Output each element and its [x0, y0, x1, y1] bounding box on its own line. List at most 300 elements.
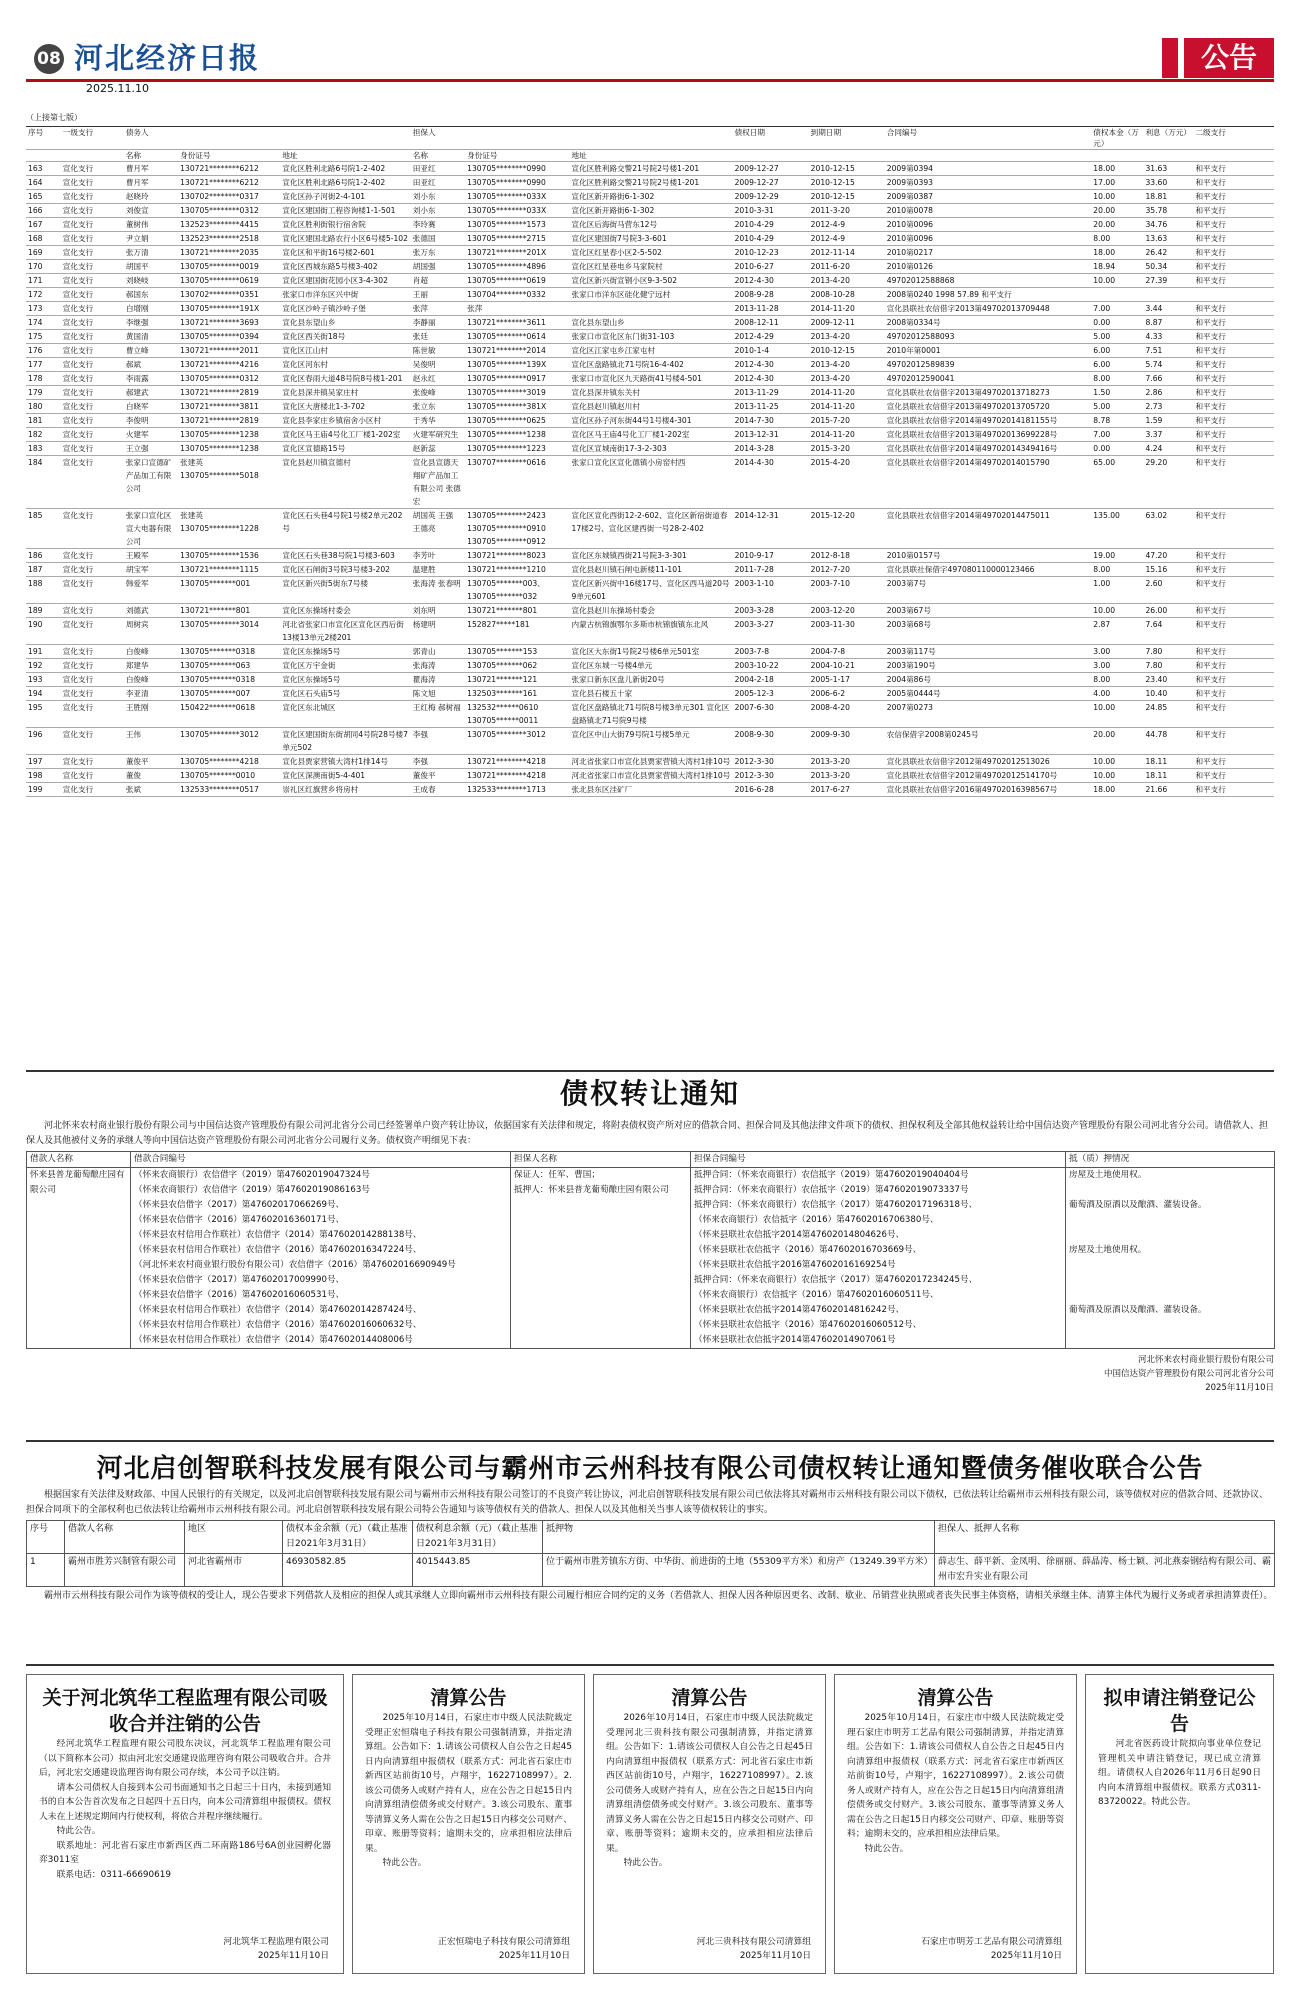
table-cell: 宣化区东城一号楼4单元 [570, 659, 733, 673]
table-cell: 瞿海涛 [411, 673, 465, 687]
table-cell: 2010-1-4 [733, 344, 809, 358]
table-cell: 130721********1115 [178, 563, 280, 577]
table-cell: 和平支行 [1193, 190, 1274, 204]
table-cell: 宣化支行 [61, 728, 124, 755]
table-cell: 2008-9-30 [733, 728, 809, 755]
gcontract-line: 抵押合同：（怀来农商银行）农信抵字（2017）第47602017196318号、 [694, 1200, 978, 1210]
table-cell: 132503*******161 [465, 687, 569, 701]
table-cell: 4.24 [1143, 442, 1193, 456]
loan-line: （怀来农商银行）农信借字（2019）第47602019047324号 [134, 1170, 370, 1180]
table-cell: 163 [26, 162, 61, 176]
table-subheader: 身份证号 [178, 150, 280, 162]
table-cell: 郝国东 [124, 288, 178, 302]
table-cell: 宣化区石头庙5号 [280, 687, 410, 701]
table-subheader [61, 150, 124, 162]
table-header: 债权本金余额（元）（截止基准日2021年3月31日） [283, 1521, 413, 1554]
table-cell: 1.59 [1143, 414, 1193, 428]
pledge-line [1069, 1183, 1271, 1198]
table-cell: 郭青山 [411, 645, 465, 659]
table-cell: 0.00 [1091, 442, 1143, 456]
table-cell: 130705********381X [465, 400, 569, 414]
table-cell: 张家口市洋东区硅化健宁远村 [570, 288, 733, 302]
table-cell: 7.00 [1091, 302, 1143, 316]
table-cell: 2003-12-20 [809, 604, 885, 618]
table-cell: 黄国清 [124, 330, 178, 344]
table-cell: 130705********2715 [465, 232, 569, 246]
table-cell: 宣化支行 [61, 783, 124, 797]
table-cell: 2013-11-29 [733, 386, 809, 400]
table-header: 序号 [26, 127, 61, 150]
table-cell: 2012-7-20 [809, 563, 885, 577]
table-cell: 2012-4-9 [809, 218, 885, 232]
table-cell: 宣化区盘路镇北71号院8号楼3单元301 宣化区盘路镇北71号院9号楼 [570, 701, 733, 728]
table-cell: 194 [26, 687, 61, 701]
gcontract-line: （怀来县联社农信抵字2014第47602014804626号、 [694, 1230, 905, 1240]
table-cell: 130721********4218 [465, 769, 569, 783]
table-cell: 2015-12-20 [809, 509, 885, 549]
table-cell: 宣化支行 [61, 204, 124, 218]
table-cell: 130705*******0318 [178, 645, 280, 659]
table-cell: 张海涛 [411, 659, 465, 673]
table-cell: 肖超 [411, 274, 465, 288]
pledge-line [1069, 1213, 1271, 1228]
table-cell: 火建军 [124, 428, 178, 442]
table-cell: 2008第0240 1998 57.89 和平支行 [885, 288, 1092, 302]
table-cell: 2010-12-15 [809, 176, 885, 190]
table-cell: 17.00 [1091, 176, 1143, 190]
table-cell: 10.00 [1091, 755, 1143, 769]
table-cell: 2009-9-30 [809, 728, 885, 755]
loan-line: （河北怀来农村商业银行股份有限公司）农信借字（2016）第47602016690949号 [134, 1260, 456, 1270]
table-cell: 2010第0126 [885, 260, 1092, 274]
table-cell: 130705*******0318 [178, 673, 280, 687]
table-cell: 张德国 [411, 232, 465, 246]
table-subheader: 名称 [124, 150, 178, 162]
box-signature [438, 1935, 570, 1963]
table-cell: 130705********0625 [465, 414, 569, 428]
table-cell: 6.00 [1091, 344, 1143, 358]
table-cell: 宣化区东操场村委会 [280, 604, 410, 618]
table-cell: 49702012590041 [885, 372, 1092, 386]
table-cell: 2013-11-28 [733, 302, 809, 316]
table-cell: 杨建明 [411, 618, 465, 645]
table-cell: 宣化县石楼五十家 [570, 687, 733, 701]
table-cell: 130705********2423 130705********0910 130705********0912 [465, 509, 569, 549]
table-cell: 2003-7-8 [733, 645, 809, 659]
table-cell: 5.00 [1091, 400, 1143, 414]
table-cell: 130705*******003、130705*******032 [465, 577, 569, 604]
table-header: 合同编号 [885, 127, 1092, 150]
table-header: 借款人名称 [65, 1521, 185, 1554]
table-cell: 于秀华 [411, 414, 465, 428]
table-cell: 167 [26, 218, 61, 232]
gcontract-line: 抵押合同：（怀来农商银行）农信抵字（2019）第47602019040404号 [694, 1170, 969, 1180]
table-cell: 和平支行 [1193, 673, 1274, 687]
table-row [26, 509, 1274, 549]
table-cell: 宣化支行 [61, 344, 124, 358]
table-cell: 宣化区新兴街宣钢小区9-3-502 [570, 274, 733, 288]
pledge-line [1069, 1273, 1271, 1288]
table-cell: 6.00 [1091, 358, 1143, 372]
table-row [26, 783, 1274, 797]
table-header: 一级支行 [61, 127, 124, 150]
table-cell: 韩爱军 [124, 577, 178, 604]
table-row [26, 442, 1274, 456]
table-row [26, 330, 1274, 344]
table-cell: 130705********0312 [178, 372, 280, 386]
table-cell: 宣化区孙子河街2-4-101 [280, 190, 410, 204]
table-cell: 和平支行 [1193, 577, 1274, 604]
announcement-footer: 霸州市云州科技有限公司作为该等债权的受让人，现公告要求下列借款人及相应的担保人或其承继人立即向霸州市云州科技有限公司履行相应合同约定的义务（若借款人、担保人因各种原因更名、改制、歇业、吊销营业执照或者丧失民事主体资格，请相关承继主体、清算主体代为履行义务或者承担清算责任）。 [44, 1591, 1273, 1601]
table-cell: 宣化区建国街工程咨询楼1-1-501 [280, 204, 410, 218]
box-paragraph: 特此公告。 [382, 1858, 427, 1868]
table-row [26, 549, 1274, 563]
table-row [26, 563, 1274, 577]
table-cell: 2004-2-18 [733, 673, 809, 687]
table-cell: 白晓军 [124, 400, 178, 414]
table-cell: 李强 [411, 728, 465, 755]
table-cell: 132532******0610 130705******0011 [465, 701, 569, 728]
table-cell: 胡宝军 [124, 563, 178, 577]
table-cell: 8.87 [1143, 316, 1193, 330]
table-cell: 宣化县深井镇东关村 [570, 386, 733, 400]
table-cell: 宣化县赵川镇赵川村 [570, 400, 733, 414]
table-cell: 2013-3-20 [809, 755, 885, 769]
pledge-line [1069, 1228, 1271, 1243]
table-cell: 18.81 [1143, 190, 1193, 204]
table-cell: 霸州市胜芳兴制管有限公司 [65, 1554, 185, 1587]
table-cell: 2010第0096 [885, 218, 1092, 232]
table-header: 借款合同编号 [131, 1152, 511, 1168]
table-cell: 1.50 [1091, 386, 1143, 400]
table-subheader [885, 150, 1092, 162]
table-cell: 董树伟 [124, 218, 178, 232]
table-cell: 50.34 [1143, 260, 1193, 274]
table-cell: 宣化区东操场5号 [280, 673, 410, 687]
table-cell: 2005-12-3 [733, 687, 809, 701]
table-cell: 宣化支行 [61, 645, 124, 659]
table-cell: 2013-4-20 [809, 330, 885, 344]
guarantor-cell [511, 1168, 691, 1349]
table-cell: 130705*******0010 [178, 769, 280, 783]
announcement-title: 河北启创智联科技发展有限公司与霸州市云州科技有限公司债权转让通知暨债务催收联合公告 [96, 1454, 1204, 1484]
table-cell: 位于霸州市胜芳镇东方街、中华街、前进街的土地（55309平方米）和房产（13249.39平方米） [543, 1554, 935, 1587]
table-row [26, 673, 1274, 687]
table-header: 债权本金（万元） [1091, 127, 1143, 150]
table-cell: 宣化区红星春小区2-5-502 [570, 246, 733, 260]
table-row [27, 1168, 1275, 1349]
table-cell: 35.78 [1143, 204, 1193, 218]
table-cell: 宣化区深澳南街5-4-401 [280, 769, 410, 783]
box-title: 拟申请注销登记公告 [1103, 1687, 1256, 1735]
table-cell: 180 [26, 400, 61, 414]
table-cell: 和平支行 [1193, 204, 1274, 218]
table-cell: 47.20 [1143, 549, 1193, 563]
table-cell: 185 [26, 509, 61, 549]
table-cell: 田亚红 [411, 162, 465, 176]
table-cell: 薛志生、薛平新、金凤明、徐丽丽、薛晶涛、杨士颖、河北燕泰钢结构有限公司、霸州市宏升实业有限公司 [935, 1554, 1275, 1587]
table-cell: 130721********2819 [178, 414, 280, 428]
table-header: 抵（质）押情况 [1066, 1152, 1275, 1168]
table-cell: 宣化支行 [61, 509, 124, 549]
table-cell: 2005第0444号 [885, 687, 1092, 701]
continued-note: （上接第七版） [26, 113, 82, 122]
table-cell: 宣化县赵川镇石闸屯新楼11-101 [570, 563, 733, 577]
table-cell: 李雨露 [124, 372, 178, 386]
table-cell: 宣化区石头巷38号院1号楼3-603 [280, 549, 410, 563]
table-cell: 李继强 [124, 316, 178, 330]
table-cell: 130721********3811 [178, 400, 280, 414]
table-cell: 和平支行 [1193, 604, 1274, 618]
box-paragraph: 请本公司债权人自接到本公司书面通知书之日起三十日内，未接到通知书的自本公告首次发布之日起四十五日内，向本公司清算组申报债权。债权人未在上述规定期间内行使权利，将依合并程序继续履行。 [39, 1782, 331, 1822]
table-cell: 张万东 [411, 246, 465, 260]
table-header: 借款人名称 [27, 1152, 131, 1168]
table-row [26, 176, 1274, 190]
table-cell: 宣化支行 [61, 549, 124, 563]
table-cell: 宣化县深井镇吴家庄村 [280, 386, 410, 400]
table-cell: 7.51 [1143, 344, 1193, 358]
table-cell: 130721********2011 [178, 344, 280, 358]
table-cell: 宣化支行 [61, 218, 124, 232]
table-cell: 2010-12-15 [809, 190, 885, 204]
table-cell: 王丽 [411, 288, 465, 302]
table-cell: 和平支行 [1193, 563, 1274, 577]
table-cell: 张萍 [465, 302, 569, 316]
table-cell: 130705********0312 [178, 204, 280, 218]
table-header: 债权日期 [733, 127, 809, 150]
table-cell: 8.78 [1091, 414, 1143, 428]
table-cell: 和平支行 [1193, 386, 1274, 400]
table-header: 抵押物 [543, 1521, 935, 1554]
liquidation-notice-2 [593, 1674, 826, 1974]
table-cell: 130705********4896 [465, 260, 569, 274]
table-cell: 和平支行 [1193, 176, 1274, 190]
table-cell: 2016-6-28 [733, 783, 809, 797]
table-cell: 和平支行 [1193, 442, 1274, 456]
table-cell: 董俊平 [411, 769, 465, 783]
table-row [26, 769, 1274, 783]
table-cell: 宣化县联社农信借字2012第49702012513026 [885, 755, 1092, 769]
table-cell: 169 [26, 246, 61, 260]
table-header: 债务人 [124, 127, 411, 150]
table-cell: 175 [26, 330, 61, 344]
table-cell: 宣化县联社农信借字2014第49702014181155号 [885, 414, 1092, 428]
table-cell: 130721********2035 [178, 246, 280, 260]
table-cell: 26.00 [1143, 604, 1193, 618]
table-cell: 198 [26, 769, 61, 783]
section-tag: 公告 [1184, 38, 1274, 78]
table-subheader [809, 150, 885, 162]
pledge-line [1069, 1258, 1271, 1273]
gcontract-line: （怀来县联社农信抵字（2016）第47602016060512号、 [694, 1320, 922, 1330]
signature-line: 2025年11月10日 [257, 1951, 329, 1961]
pledge-cell [1066, 1168, 1275, 1349]
table-cell: 张斌 [124, 783, 178, 797]
table-row [26, 618, 1274, 645]
table-cell: 132523********2518 [178, 232, 280, 246]
table-cell: 2003第190号 [885, 659, 1092, 673]
table-cell: 130702********0317 [178, 190, 280, 204]
announcement-body: 根据国家有关法律及财政部、中国人民银行的有关规定，以及河北启创智联科技发展有限公司与霸州市云州科技有限公司签订的不良资产转让协议，河北启创智联科技发展有限公司已依法将其对霸州市云州科技有限公司以下债权，已依法转让给霸州市云州科技有限公司，该等债权对应的借款合同、还款协议、担保合同项下的全部权利也已依法转让给霸州市云州科技有限公司。河北启创智联科技发展有限公司特公告通知与该等债权有关的借款人、担保人以及其他相关当事人该等债权转让的事实。 [26, 1490, 1269, 1515]
table-cell: 宣化县联社农信借字2014第49702014015790 [885, 456, 1092, 509]
divider [26, 1664, 1274, 1666]
table-cell: 河北省张家口市宣化区宣化区西后街13楼13单元2楼201 [280, 618, 410, 645]
table-cell: 2010-12-15 [809, 344, 885, 358]
table-row [26, 358, 1274, 372]
table-cell: 23.40 [1143, 673, 1193, 687]
table-cell: 178 [26, 372, 61, 386]
table-cell: 179 [26, 386, 61, 400]
table-cell: 2008-12-11 [733, 316, 809, 330]
box-paragraph: 2025年10月14日，石家庄市中级人民法院裁定受理石家庄市明芳工艺品有限公司强制清算，并指定清算组。公告如下：1.请该公司债权人自公告之日起45日内向清算组申报债权（联系方式：河北省石家庄市新西区站前街10号，卢翔宇，16227108997）。2.该公司债务人或财产持有人，应在公告之日起15日内向清算组清偿债务或交付财产。3.该公司股东、董事等清算义务人需在公告之日起15日内移交公司财产、印章、账册等资料；逾期未交的，应承担相应法律后果。 [847, 1713, 1064, 1839]
table-cell: 172 [26, 288, 61, 302]
table-subheader: 名称 [411, 150, 465, 162]
table-cell: 刘小东 [411, 190, 465, 204]
table-cell: 130705********4218 [178, 755, 280, 769]
table-cell: 165 [26, 190, 61, 204]
box-paragraph: 河北省医药设计院拟向事业单位登记管理机关申请注销登记，现已成立清算组。请债权人自2026年11月6日起90日内向本清算组申报债权。联系方式0311-83720022。特此公告。 [1098, 1739, 1261, 1807]
divider [26, 1440, 1274, 1442]
signature-line: 2025年11月10日 [990, 1951, 1062, 1961]
table-subheader [733, 150, 809, 162]
table-cell: 温建胜 [411, 563, 465, 577]
table-cell: 130721********6212 [178, 176, 280, 190]
table-cell: 和平支行 [1193, 755, 1274, 769]
table-cell: 郑建华 [124, 659, 178, 673]
table-cell: 宣化支行 [61, 428, 124, 442]
table-cell: 1.00 [1091, 577, 1143, 604]
table-cell: 2003第117号 [885, 645, 1092, 659]
table-cell: 2010第0078 [885, 204, 1092, 218]
table-cell: 4015443.85 [413, 1554, 543, 1587]
table-cell: 王殿军 [124, 549, 178, 563]
table-cell: 宣化县联社农信借字2013第49702013699228号 [885, 428, 1092, 442]
table-cell: 2015-7-20 [809, 414, 885, 428]
table-cell: 2004-7-8 [809, 645, 885, 659]
notice-title: 债权转让通知 [559, 1077, 740, 1110]
table-subheader: 地址 [280, 150, 410, 162]
table-row [26, 687, 1274, 701]
table-cell: 张家口宣德矿产品加工有限公司 [124, 456, 178, 509]
table-cell: 3.00 [1091, 659, 1143, 673]
table-subheader: 地址 [570, 150, 733, 162]
table-cell: 130704********0332 [465, 288, 569, 302]
table-header: 序号 [27, 1521, 65, 1554]
table-cell: 宣化区江山村 [280, 344, 410, 358]
table-cell: 2010第0096 [885, 232, 1092, 246]
table-cell: 130705*******063 [178, 659, 280, 673]
table-cell: 130707********0616 [465, 456, 569, 509]
table-cell: 18.11 [1143, 755, 1193, 769]
table-cell: 宣化区新开路街6-1-302 [570, 190, 733, 204]
table-cell: 和平支行 [1193, 260, 1274, 274]
debt-transfer-notice [26, 1075, 1274, 1395]
table-cell: 130705********0917 [465, 372, 569, 386]
table-cell: 20.00 [1091, 218, 1143, 232]
table-cell: 宣化区江家屯乡江家屯村 [570, 344, 733, 358]
gcontract-line: 抵押合同：（怀来农商银行）农信抵字（2017）第47602017234245号、 [694, 1275, 978, 1285]
table-row [26, 204, 1274, 218]
table-row [26, 577, 1274, 604]
table-cell: 内蒙古杭锦旗鄂尔多斯市杭锦旗镇东北风 [570, 618, 733, 645]
table-cell: 2007第0273 [885, 701, 1092, 728]
table-cell: 宣化支行 [61, 372, 124, 386]
box-signature [697, 1935, 811, 1963]
table-cell: 王成春 [411, 783, 465, 797]
table-cell: 张廷 [411, 330, 465, 344]
table-cell: 8.00 [1091, 372, 1143, 386]
table-cell: 33.60 [1143, 176, 1193, 190]
table-cell: 130705********3012 [465, 728, 569, 755]
table-cell: 8.00 [1091, 673, 1143, 687]
table-cell: 3.44 [1143, 302, 1193, 316]
table-cell: 2009第0393 [885, 176, 1092, 190]
table-header: 二级支行 [1193, 127, 1274, 150]
table-cell: 130721********4216 [178, 358, 280, 372]
table-cell: 2010-12-23 [733, 246, 809, 260]
table-cell: 7.00 [1091, 428, 1143, 442]
table-cell: 174 [26, 316, 61, 330]
table-cell: 曹月军 [124, 162, 178, 176]
table-cell: 2008-10-28 [809, 288, 885, 302]
table-row [26, 274, 1274, 288]
table-cell: 130705********0619 [178, 274, 280, 288]
table-cell: 197 [26, 755, 61, 769]
table-cell: 张家口宣化区宣化德镇小房窑村西 [570, 456, 733, 509]
table-header: 到期日期 [809, 127, 885, 150]
table-cell: 18.94 [1091, 260, 1143, 274]
table-cell: 和平支行 [1193, 302, 1274, 316]
table-cell [1091, 288, 1143, 302]
table-cell: 宣化支行 [61, 274, 124, 288]
table-cell: 和平支行 [1193, 414, 1274, 428]
table-cell: 曹月军 [124, 176, 178, 190]
table-cell: 宣化区石头巷4号院1号楼2单元202号 [280, 509, 410, 549]
table-cell: 196 [26, 728, 61, 755]
divider [26, 1070, 1274, 1072]
table-cell: 2013-4-20 [809, 372, 885, 386]
table-cell: 刘小东 [411, 204, 465, 218]
table-cell: 187 [26, 563, 61, 577]
table-cell: 20.00 [1091, 728, 1143, 755]
table-cell: 18.11 [1143, 769, 1193, 783]
table-cell: 宣化支行 [61, 330, 124, 344]
box-paragraph: 联系地址：河北省石家庄市新西区西二环南路186号6A创业园孵化器弈3011室 [39, 1840, 331, 1865]
table-cell: 宣化县赵川东操场村委会 [570, 604, 733, 618]
table-cell: 2013-4-20 [809, 274, 885, 288]
table-cell: 2010年第0001 [885, 344, 1092, 358]
table-cell: 190 [26, 618, 61, 645]
table-cell: 2012-4-29 [733, 330, 809, 344]
box-paragraph: 2025年10月14日，石家庄市中级人民法院裁定受理正宏恒瑞电子科技有限公司强制清算，并指定清算组。公告如下：1.请该公司债权人自公告之日起45日内向清算组申报债权（联系方式：河北省石家庄市新西区站前街10号，卢翔宇，16227108997）。2.该公司债务人或财产持有人，应在公告之日起15日内向清算组清偿债务或交付财产。3.该公司股东、董事等清算义务人需在公告之日起15日内移交公司财产、印章、账册等资料；逾期未交的，应承担相应法律后果。 [365, 1713, 572, 1854]
table-cell: 2012-4-30 [733, 274, 809, 288]
table-cell: 8.00 [1091, 232, 1143, 246]
table-cell: 2009-12-11 [809, 316, 885, 330]
table-cell: 宣化县东望山乡 [570, 316, 733, 330]
table-cell: 宣化支行 [61, 701, 124, 728]
table-cell: 宣化区万宇金街 [280, 659, 410, 673]
table-cell: 宣化区沙岭子镇沙岭子堡 [280, 302, 410, 316]
table-cell: 130705*******062 [465, 659, 569, 673]
table-cell: 177 [26, 358, 61, 372]
table-cell: 130705********033X [465, 204, 569, 218]
box-paragraph: 特此公告。 [56, 1826, 101, 1836]
table-cell: 宣化区新兴街5街东7号楼 [280, 577, 410, 604]
signature-line: 河北怀来农村商业银行股份有限公司 [1137, 1355, 1274, 1365]
table-cell: 5.00 [1091, 330, 1143, 344]
table-cell: 4.00 [1091, 687, 1143, 701]
masthead [26, 30, 1274, 95]
